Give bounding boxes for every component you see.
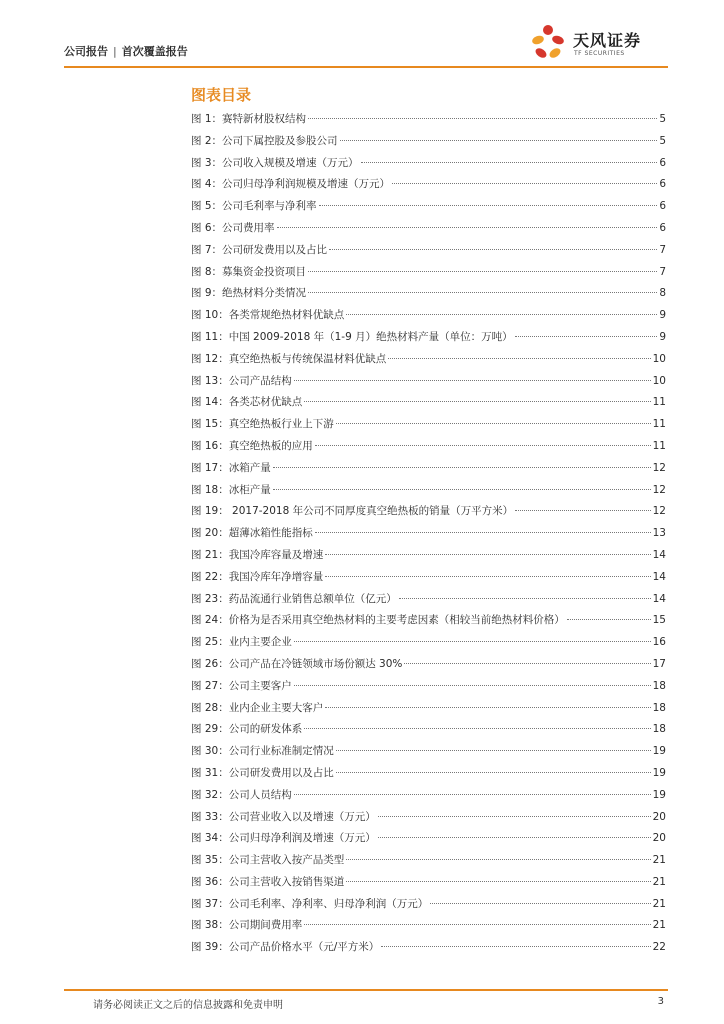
toc-leader-dots: [294, 380, 651, 381]
toc-entry-label: 图 18：冰柜产量: [191, 483, 271, 496]
toc-entry-page: 9: [659, 309, 666, 322]
toc-leader-dots: [304, 924, 650, 925]
toc-entry-label: 图 21：我国冷库容量及增速: [191, 548, 324, 561]
toc-entry[interactable]: [191, 111, 666, 133]
toc-entry[interactable]: [191, 242, 666, 264]
toc-entry-label: 图 30：公司行业标准制定情况: [191, 745, 334, 758]
toc-entry[interactable]: [191, 525, 666, 547]
toc-entry-page: 5: [659, 134, 666, 147]
toc-entry[interactable]: [191, 547, 666, 569]
page-number: 3: [657, 996, 664, 1007]
toc-leader-dots: [430, 903, 650, 904]
toc-entry-label: 图 9：绝热材料分类情况: [191, 287, 307, 300]
toc-entry-page: 9: [659, 330, 666, 343]
toc-leader-dots: [404, 663, 650, 664]
page-header: [64, 22, 668, 67]
toc-entry-label: 图 36：公司主营收入按销售渠道: [191, 875, 345, 888]
report-subtype: 首次覆盖报告: [121, 45, 188, 58]
toc-entry[interactable]: [191, 656, 666, 678]
toc-entry-label: 图 33：公司营业收入以及增速（万元）: [191, 810, 376, 823]
toc-leader-dots: [294, 794, 651, 795]
logo-name: 天风证券: [573, 31, 642, 50]
toc-entry-label: 图 10：各类常规绝热材料优缺点: [191, 309, 345, 322]
toc-entry-page: 11: [652, 439, 666, 452]
toc-entry-label: 图 34：公司归母净利润及增速（万元）: [191, 832, 376, 845]
toc-entry-page: 19: [652, 745, 666, 758]
toc-entry-label: 图 8：募集资金投资项目: [191, 265, 307, 278]
toc-entry-label: 图 27：公司主要客户: [191, 679, 292, 692]
toc-entry[interactable]: [191, 155, 666, 177]
toc-leader-dots: [567, 619, 651, 620]
toc-entry[interactable]: [191, 678, 666, 700]
toc-leader-dots: [273, 489, 651, 490]
toc-entry[interactable]: [191, 394, 666, 416]
toc-leader-dots: [304, 728, 650, 729]
toc-entry-label: 图 16：真空绝热板的应用: [191, 439, 313, 452]
toc-entry[interactable]: [191, 307, 666, 329]
toc-entry-page: 19: [652, 766, 666, 779]
toc-entry-page: 6: [659, 156, 666, 169]
toc-entry-page: 11: [652, 396, 666, 409]
toc-entry-page: 10: [652, 374, 666, 387]
toc-entry-page: 15: [652, 614, 666, 627]
toc-entry-page: 14: [652, 592, 666, 605]
toc-entry-label: 图 20：超薄冰箱性能指标: [191, 527, 313, 540]
toc-leader-dots: [329, 249, 657, 250]
logo-flower-icon: [528, 22, 568, 64]
footer-divider: [64, 989, 668, 991]
footer-disclaimer: 请务必阅读正文之后的信息披露和免责申明: [93, 1000, 283, 1011]
toc-entry[interactable]: [191, 133, 666, 155]
toc-entry-page: 21: [652, 919, 666, 932]
toc-leader-dots: [515, 336, 658, 337]
toc-entry-label: 图 31：公司研发费用以及占比: [191, 766, 334, 779]
toc-entry-label: 图 24：价格为是否采用真空绝热材料的主要考虑因素（相较当前绝热材料价格）: [191, 614, 565, 627]
toc-entry-page: 18: [652, 701, 666, 714]
toc-leader-dots: [346, 314, 657, 315]
toc-leader-dots: [346, 881, 650, 882]
toc-entry[interactable]: [191, 569, 666, 591]
toc-entry[interactable]: [191, 765, 666, 787]
toc-entry-page: 12: [652, 505, 666, 518]
toc-leader-dots: [340, 140, 658, 141]
toc-entry-page: 14: [652, 570, 666, 583]
toc-entry-label: 图 38：公司期间费用率: [191, 919, 303, 932]
toc-entry-page: 8: [659, 287, 666, 300]
toc-entry[interactable]: [191, 721, 666, 743]
toc-entry-label: 图 1：赛特新材股权结构: [191, 113, 307, 125]
logo-subtitle: TF SECURITIES: [574, 50, 625, 57]
toc-entry-label: 图 39：公司产品价格水平（元/平方米）: [191, 941, 380, 954]
toc-entry[interactable]: [191, 460, 666, 482]
toc-entry-label: 图 37：公司毛利率、净利率、归母净利润（万元）: [191, 897, 429, 910]
toc-leader-dots: [294, 685, 651, 686]
toc-entry-page: 21: [652, 875, 666, 888]
toc-leader-dots: [336, 423, 651, 424]
toc-entry-page: 6: [659, 178, 666, 191]
toc-entry[interactable]: [191, 634, 666, 656]
toc-entry[interactable]: [191, 416, 666, 438]
toc-entry-label: 图 3：公司收入规模及增速（万元）: [191, 156, 359, 169]
toc-entry-page: 6: [659, 200, 666, 213]
toc-leader-dots: [346, 859, 650, 860]
toc-entry[interactable]: [191, 264, 666, 286]
toc-entry[interactable]: [191, 896, 666, 918]
toc-entry-label: 图 28：业内企业主要大客户: [191, 701, 324, 714]
toc-entry-page: 10: [652, 352, 666, 365]
toc-entry-label: 图 32：公司人员结构: [191, 788, 292, 801]
toc-entry-page: 12: [652, 483, 666, 496]
toc-entry-page: 21: [652, 854, 666, 867]
toc-leader-dots: [304, 401, 650, 402]
toc-entry-label: 图 26：公司产品在冷链领域市场份额达 30%: [191, 657, 403, 670]
toc-entry-page: 18: [652, 679, 666, 692]
toc-entry-page: 22: [652, 941, 666, 954]
toc-entry[interactable]: [191, 852, 666, 874]
toc-entry-page: 18: [652, 723, 666, 736]
toc-entry-label: 图 6：公司费用率: [191, 221, 275, 234]
toc-list: [191, 111, 666, 961]
toc-entry-page: 5: [659, 113, 666, 125]
toc-leader-dots: [378, 837, 651, 838]
toc-entry-label: 图 5：公司毛利率与净利率: [191, 200, 317, 213]
toc-leader-dots: [515, 510, 651, 511]
toc-entry-page: 16: [652, 636, 666, 649]
toc-entry[interactable]: [191, 438, 666, 460]
toc-entry[interactable]: [191, 591, 666, 613]
toc-entry[interactable]: [191, 285, 666, 307]
toc-entry-page: 21: [652, 897, 666, 910]
toc-leader-dots: [325, 554, 650, 555]
toc-leader-dots: [315, 532, 651, 533]
toc-entry-page: 20: [652, 832, 666, 845]
toc-leader-dots: [392, 183, 657, 184]
toc-leader-dots: [361, 162, 658, 163]
toc-entry[interactable]: [191, 198, 666, 220]
toc-entry[interactable]: [191, 939, 666, 961]
toc-leader-dots: [399, 598, 651, 599]
header-divider: [64, 66, 668, 68]
toc-entry-page: 6: [659, 221, 666, 234]
toc-leader-dots: [325, 576, 650, 577]
toc-entry[interactable]: [191, 176, 666, 198]
toc-entry-label: 图 29：公司的研发体系: [191, 723, 303, 736]
toc-leader-dots: [308, 292, 657, 293]
toc-leader-dots: [273, 467, 651, 468]
toc-leader-dots: [381, 946, 650, 947]
toc-entry-label: 图 14：各类芯材优缺点: [191, 396, 303, 409]
toc-title: 图表目录: [191, 86, 252, 104]
toc-entry-label: 图 35：公司主营收入按产品类型: [191, 854, 345, 867]
toc-entry-label: 图 4：公司归母净利润规模及增速（万元）: [191, 178, 391, 191]
toc-entry-label: 图 12：真空绝热板与传统保温材料优缺点: [191, 352, 387, 365]
report-type: 公司报告: [64, 45, 108, 58]
toc-entry-page: 17: [652, 657, 666, 670]
toc-entry[interactable]: [191, 700, 666, 722]
toc-entry-page: 7: [659, 265, 666, 278]
toc-entry-label: 图 15：真空绝热板行业上下游: [191, 418, 334, 431]
toc-entry-page: 13: [652, 527, 666, 540]
toc-leader-dots: [308, 271, 657, 272]
toc-entry-label: 图 13：公司产品结构: [191, 374, 292, 387]
company-logo: [528, 22, 668, 64]
toc-entry-label: 图 7：公司研发费用以及占比: [191, 243, 328, 256]
toc-entry-page: 7: [659, 243, 666, 256]
toc-entry[interactable]: [191, 220, 666, 242]
toc-entry[interactable]: [191, 830, 666, 852]
toc-leader-dots: [294, 641, 651, 642]
toc-entry-label: 图 11：中国 2009-2018 年（1-9 月）绝热材料产量（单位：万吨）: [191, 330, 513, 343]
report-type-label: [64, 43, 188, 59]
toc-leader-dots: [315, 445, 651, 446]
toc-entry-label: 图 2：公司下属控股及参股公司: [191, 134, 338, 147]
toc-entry-label: 图 22：我国冷库年净增容量: [191, 570, 324, 583]
toc-leader-dots: [277, 227, 658, 228]
toc-entry[interactable]: [191, 917, 666, 939]
toc-entry[interactable]: [191, 329, 666, 351]
toc-entry[interactable]: [191, 351, 666, 373]
toc-entry-page: 11: [652, 418, 666, 431]
toc-leader-dots: [336, 772, 651, 773]
toc-leader-dots: [388, 358, 650, 359]
toc-leader-dots: [325, 707, 650, 708]
toc-entry-page: 19: [652, 788, 666, 801]
toc-entry-label: 图 25：业内主要企业: [191, 636, 292, 649]
toc-entry-label: 图 17：冰箱产量: [191, 461, 271, 474]
toc-leader-dots: [308, 118, 657, 119]
toc-entry[interactable]: [191, 874, 666, 896]
toc-entry-label: 图 23：药品流通行业销售总额单位（亿元）: [191, 592, 397, 605]
toc-leader-dots: [319, 205, 658, 206]
toc-entry[interactable]: [191, 503, 666, 525]
toc-entry[interactable]: [191, 612, 666, 634]
toc-entry-page: 12: [652, 461, 666, 474]
header-separator: |: [113, 45, 117, 58]
toc-entry[interactable]: [191, 809, 666, 831]
toc-entry[interactable]: [191, 787, 666, 809]
toc-entry-label: 图 19： 2017-2018 年公司不同厚度真空绝热板的销量（万平方米）: [191, 505, 514, 518]
toc-leader-dots: [336, 750, 651, 751]
toc-leader-dots: [378, 816, 651, 817]
toc-entry-page: 20: [652, 810, 666, 823]
toc-entry[interactable]: [191, 743, 666, 765]
toc-entry-page: 14: [652, 548, 666, 561]
toc-entry[interactable]: [191, 373, 666, 395]
toc-entry[interactable]: [191, 482, 666, 504]
